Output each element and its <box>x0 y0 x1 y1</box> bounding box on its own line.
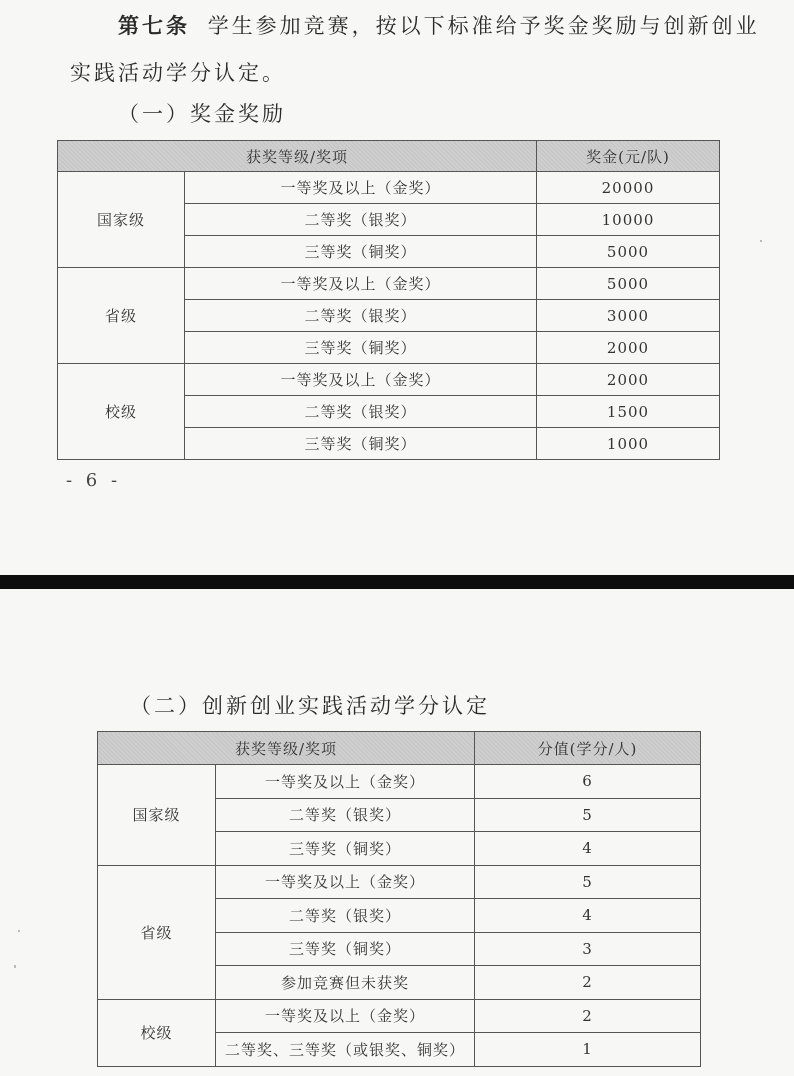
page-divider <box>0 575 794 589</box>
value-cell: 2000 <box>537 364 720 396</box>
level-cell: 校级 <box>98 999 216 1066</box>
section1-title: （一）奖金奖励 <box>118 102 286 126</box>
award-cell: 二等奖（银奖） <box>185 204 537 236</box>
table-header-row <box>58 141 720 172</box>
article-text: 学生参加竞赛，按以下标准给予奖金奖励与创新创业 <box>207 14 760 38</box>
level-cell: 国家级 <box>58 172 185 268</box>
level-cell: 国家级 <box>98 765 216 866</box>
header-award: 获奖等级/奖项 <box>58 141 537 172</box>
value-cell: 2 <box>475 999 701 1033</box>
award-cell: 二等奖（银奖） <box>185 300 537 332</box>
award-cell: 二等奖（银奖） <box>185 396 537 428</box>
value-cell: 5000 <box>537 236 720 268</box>
value-cell: 1500 <box>537 396 720 428</box>
award-cell: 三等奖（铜奖） <box>185 428 537 460</box>
award-cell: 三等奖（铜奖） <box>216 932 475 966</box>
award-cell: 参加竞赛但未获奖 <box>216 966 475 1000</box>
value-cell: 6 <box>475 765 701 799</box>
award-cell: 一等奖及以上（金奖） <box>216 865 475 899</box>
credit-table <box>97 731 701 1067</box>
table-header-row <box>98 732 701 765</box>
award-cell: 一等奖及以上（金奖） <box>216 999 475 1033</box>
award-cell: 一等奖及以上（金奖） <box>216 765 475 799</box>
table-row <box>58 364 720 396</box>
scan-speck <box>14 965 16 968</box>
value-cell: 20000 <box>537 172 720 204</box>
value-cell: 10000 <box>537 204 720 236</box>
article-heading <box>118 10 760 40</box>
table-row <box>58 172 720 204</box>
award-cell: 一等奖及以上（金奖） <box>185 268 537 300</box>
award-cell: 三等奖（铜奖） <box>185 236 537 268</box>
scan-speck <box>18 930 20 932</box>
value-cell: 3000 <box>537 300 720 332</box>
value-cell: 1 <box>475 1033 701 1067</box>
award-cell: 二等奖（银奖） <box>216 798 475 832</box>
prize-money-table <box>57 140 720 460</box>
level-cell: 校级 <box>58 364 185 460</box>
table-row <box>58 268 720 300</box>
value-cell: 4 <box>475 899 701 933</box>
value-cell: 1000 <box>537 428 720 460</box>
value-cell: 3 <box>475 932 701 966</box>
award-cell: 二等奖、三等奖（或银奖、铜奖） <box>216 1033 475 1067</box>
section2-title: （二）创新创业实践活动学分认定 <box>130 694 490 718</box>
table-row <box>98 765 701 799</box>
award-cell: 一等奖及以上（金奖） <box>185 172 537 204</box>
award-cell: 三等奖（铜奖） <box>216 832 475 866</box>
header-award: 获奖等级/奖项 <box>98 732 475 765</box>
header-value: 分值(学分/人) <box>475 732 701 765</box>
value-cell: 2 <box>475 966 701 1000</box>
value-cell: 2000 <box>537 332 720 364</box>
article-text-continued: 实践活动学分认定。 <box>70 61 286 85</box>
article-label: 第七条 <box>118 14 190 38</box>
value-cell: 5000 <box>537 268 720 300</box>
page-number: - 6 - <box>66 470 122 491</box>
level-cell: 省级 <box>58 268 185 364</box>
scan-speck <box>760 240 762 242</box>
table-row <box>98 865 701 899</box>
value-cell: 5 <box>475 798 701 832</box>
award-cell: 三等奖（铜奖） <box>185 332 537 364</box>
award-cell: 一等奖及以上（金奖） <box>185 364 537 396</box>
header-value: 奖金(元/队) <box>537 141 720 172</box>
table-row <box>98 999 701 1033</box>
value-cell: 5 <box>475 865 701 899</box>
award-cell: 二等奖（银奖） <box>216 899 475 933</box>
value-cell: 4 <box>475 832 701 866</box>
level-cell: 省级 <box>98 865 216 999</box>
